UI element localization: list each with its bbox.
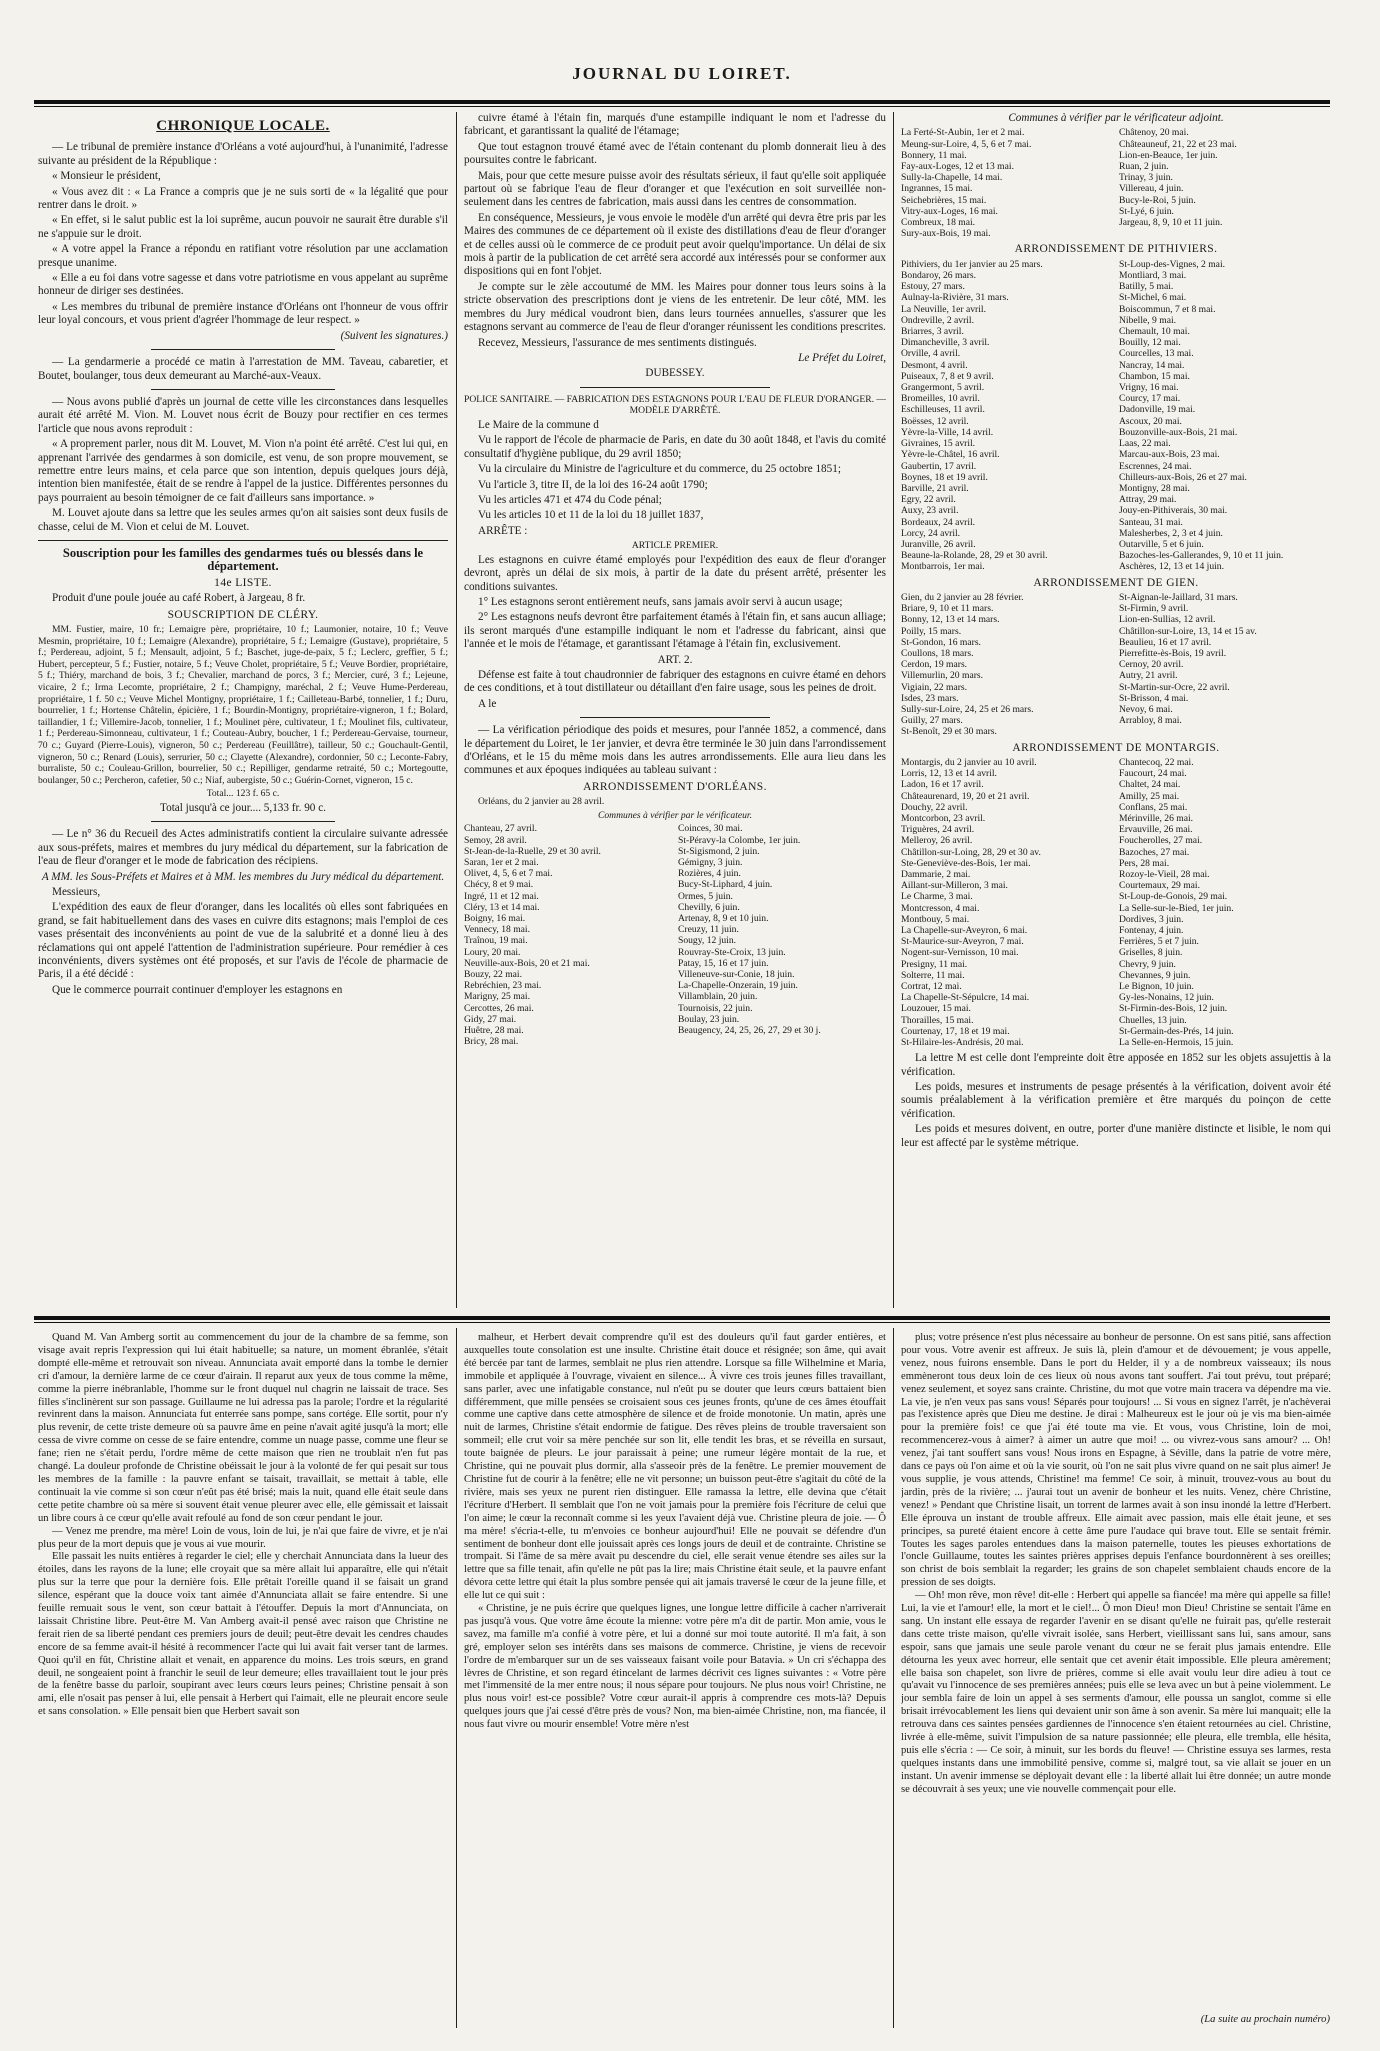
commune-entry: Le Charme, 3 mai. [901, 891, 973, 903]
arrete-label: ARRÊTE : [478, 524, 528, 537]
commune-entry: St-Michel, 6 mai. [1119, 292, 1187, 304]
commune-entry: Lion-en-Beauce, 1er juin. [1119, 149, 1218, 161]
commune-entry: Nancray, 14 mai. [1119, 359, 1185, 371]
commune-entry: Pers, 28 mai. [1119, 857, 1170, 869]
commune-entry: Bazoches, 27 mai. [1119, 846, 1190, 858]
paragraph: « Elle a eu foi dans votre sagesse et dans votre patriotisme en vous appelant au suprême honneur de diriger ses destinées. [38, 272, 448, 298]
commune-entry: Givraines, 15 avril. [901, 438, 976, 450]
commune-entry: Chaltet, 24 mai. [1119, 779, 1181, 791]
commune-entry: St-Lyé, 6 juin. [1119, 205, 1174, 217]
commune-entry: Aulnay-la-Rivière, 31 mars. [901, 292, 1009, 304]
commune-entry: Traînou, 19 mai. [464, 935, 528, 947]
commune-entry: Huêtre, 28 mai. [464, 1025, 524, 1037]
commune-entry: Escrennes, 24 mai. [1119, 460, 1192, 472]
commune-entry: Gien, du 2 janvier au 28 février. [901, 591, 1024, 603]
commune-entry: Seichebrières, 15 mai. [901, 194, 987, 206]
commune-entry: Patay, 15, 16 et 17 juin. [678, 957, 769, 969]
feuilleton-rule-thick [34, 1316, 1330, 1320]
commune-entry: Nogent-sur-Vernisson, 10 mai. [901, 947, 1019, 959]
commune-entry: Chilleurs-aux-Bois, 26 et 27 mai. [1119, 471, 1247, 483]
commune-entry: Montcorbon, 23 avril. [901, 813, 986, 824]
commune-entry: Saran, 1er et 2 mai. [464, 857, 539, 869]
paragraph: Recevez, Messieurs, l'assurance de mes sentiments distingués. [478, 336, 757, 349]
feuilleton-rule-thin [34, 1322, 1330, 1323]
commune-entry: Châtillon-sur-Loire, 13, 14 et 15 av. [1119, 625, 1257, 637]
separator [151, 821, 336, 822]
commune-entry: La Ferté-St-Aubin, 1er et 2 mai. [901, 127, 1025, 139]
commune-entry: Arrabloy, 8 mai. [1119, 715, 1182, 727]
commune-entry: Yèvre-la-Ville, 14 avril. [901, 426, 994, 438]
feuilleton-column-1 [38, 1332, 448, 2028]
commune-entry: Combreux, 18 mai. [901, 217, 976, 229]
paragraph: Le Maire de la commune d [478, 418, 599, 431]
subscription-heading: Souscription pour les familles des gendarmes tués ou blessés dans le département. [62, 545, 424, 574]
commune-entry: Chevilly, 6 juin. [678, 901, 740, 913]
paragraph: Vu la circulaire du Ministre de l'agriculture et du commerce, du 25 octobre 1851; [478, 463, 841, 476]
commune-entry: Guilly, 27 mars. [901, 715, 963, 727]
commune-entry: La Selle-en-Hermois, 15 juin. [1119, 1037, 1234, 1049]
commune-entry: Triguères, 24 avril. [901, 824, 975, 836]
commune-entry: Coullons, 18 mars. [901, 647, 974, 659]
commune-entry: Foucherolles, 27 mai. [1119, 835, 1203, 847]
commune-entry: Juranville, 26 avril. [901, 538, 976, 550]
commune-entry: Lion-en-Sullias, 12 avril. [1119, 614, 1216, 626]
commune-entry: Boulay, 23 juin. [678, 1013, 740, 1025]
paragraph: — Le tribunal de première instance d'Orléans a voté aujourd'hui, à l'unanimité, l'adresse suivante au président de la République : [38, 141, 448, 167]
commune-entry: Cernoy, 20 avril. [1119, 659, 1184, 671]
commune-entry: Egry, 22 avril. [901, 494, 956, 506]
commune-entry: St-Brisson, 4 mai. [1119, 692, 1189, 704]
paragraph: — La vérification périodique des poids et mesures, pour l'année 1852, a commencé, dans le département du Loiret, le 1er janvier, et devra être terminée le 30 juin dans l'arrondissement d'Orléans, et le 15 du même mois dans les autres arrondissements. Elle aura lieu dans les communes et aux époques indiquées au tableau suivant : [464, 724, 886, 777]
list-column-b [1119, 592, 1331, 738]
commune-entry: Ruan, 2 juin. [1119, 161, 1169, 173]
list-column-b [678, 823, 886, 1047]
orleans-line: Orléans, du 2 janvier au 28 avril. [478, 796, 605, 808]
commune-entry: La Chapelle-St-Sépulcre, 14 mai. [901, 992, 1030, 1004]
feuilleton-column-2 [464, 1332, 886, 2028]
commune-entry: Ferrières, 5 et 7 juin. [1119, 936, 1199, 948]
commune-entry: St-Firmin-des-Bois, 12 juin. [1119, 1003, 1228, 1015]
commune-entry: St-Loup-de-Gonois, 29 mai. [1119, 891, 1228, 903]
commune-entry: St-Jean-de-la-Ruelle, 29 et 30 avril. [464, 845, 601, 857]
commune-entry: Chemault, 10 mai. [1119, 326, 1190, 338]
paragraph: Messieurs, [52, 885, 101, 898]
commune-entry: Lorris, 12, 13 et 14 avril. [901, 768, 997, 780]
paragraph: M. Louvet ajoute dans sa lettre que les seules armes qu'on ait saisies sont deux fusils de chasse, celui de M. Vion et celui de M. Louvet. [38, 507, 448, 533]
commune-entry: Batilly, 5 mai. [1119, 281, 1174, 293]
commune-entry: St-Sigismond, 2 juin. [678, 845, 760, 857]
commune-entry: Artenay, 8, 9 et 10 juin. [678, 913, 769, 925]
commune-entry: Presigny, 11 mai. [901, 958, 968, 970]
column-divider-3 [456, 1328, 457, 2028]
commune-entry: Laas, 22 mai. [1119, 438, 1171, 450]
paragraph: Défense est faite à tout chaudronnier de fabriquer des estagnons en cuivre étamé en dehors de ces conditions, et à tout distillateur ou détaillant d'en faire usage, sous les peines de droit. [464, 669, 886, 695]
commune-entry: Fay-aux-Loges, 12 et 13 mai. [901, 161, 1014, 173]
commune-entry: St-Martin-sur-Ocre, 22 avril. [1119, 681, 1230, 693]
commune-entry: Villereau, 4 juin. [1119, 183, 1184, 195]
commune-entry: Nibelle, 9 mai. [1119, 314, 1177, 326]
commune-entry: Rebréchien, 23 mai. [464, 980, 542, 992]
article-heading: ART. 2. [657, 653, 693, 666]
paragraph: Produit d'une poule jouée au café Robert, à Jargeau, 8 fr. [52, 592, 306, 605]
commune-entry: Bondaroy, 26 mars. [901, 270, 977, 282]
commune-entry: Rouvray-Ste-Croix, 13 juin. [678, 946, 786, 958]
list-column-a [901, 259, 1113, 573]
commune-entry: Ormes, 5 juin. [678, 890, 733, 902]
commune-entry: St-Benoît, 29 et 30 mars. [901, 726, 997, 738]
commune-entry: Courcelles, 13 mai. [1119, 348, 1194, 360]
paragraph: cuivre étamé à l'étain fin, marqués d'une estampille indiquant le nom et l'adresse du fabricant, et garantissant la qualité de l'étamage; [464, 112, 886, 138]
commune-entry: Gy-les-Nonains, 12 juin. [1119, 992, 1214, 1004]
commune-entry: Courcy, 17 mai. [1119, 393, 1181, 405]
paragraph: Les poids, mesures et instruments de pesage présentés à la vérification, doivent avoir été soumis préalablement à la vérification première et être marqués du poinçon de cette vérification. [901, 1081, 1331, 1120]
commune-entry: Bonnery, 11 mai. [901, 149, 967, 161]
commune-entry: St-Aignan-le-Jaillard, 31 mars. [1119, 591, 1238, 603]
verifier-adjoint-heading: Communes à vérifier par le vérificateur adjoint. [1008, 112, 1224, 124]
commune-entry: Conflans, 25 mai. [1119, 801, 1188, 813]
commune-entry: Chevry, 9 juin. [1119, 958, 1176, 970]
commune-entry: Sully-sur-Loire, 24, 25 et 26 mars. [901, 703, 1034, 715]
commune-entry: Pithiviers, du 1er janvier au 25 mars. [901, 258, 1043, 270]
commune-entry: Bucy-le-Roi, 5 juin. [1119, 194, 1196, 206]
paragraph: — Oh! mon rêve, mon rêve! dit-elle : Herbert qui appelle sa fiancée! ma mère qui appelle sa fille! Lui, la vie et l'amour! elle, la mort et le ciel!... Ô mon Dieu! mon Dieu! Christine se sentait l'âme en sang. Un instant elle essaya de regarder l'avenir en se disant qu'elle ne fuirait pas, qu'elle resterait dans cette triste maison, qu'elle vivrait isolée, sans Herbert, vieillissant sans lui, sans amour, sans espoir, sans que jamais une seule parole venant du cœur ne se ferait plus jamais entendre. Elle détourna les yeux avec horreur, elle sentait que cet avenir était impossible. Elle pleura amèrement; elle baisa son chapelet, son livre de prières, comme si elle avait voulu leur dire adieu à tout ce qu'avait vu l'innocence de ses premières années; puis elle se leva avec un but à peine violemment. Le jour sembla faire de loin un appel à ses serments d'amour, elle poussa un sanglot, comme si elle brisait irrévocablement les liens qui devaient unir son âme à son avenir. Sa mère lui manquait; elle la retrouva dans ces saintes pensées gardiennes de l'innocence s'en étaient retournées au ciel. Christine, livrée à elle-même, suivit l'impulsion de sa nature passionnée; elle pleura, elle trembla, elle hésita, puis elle s'écria : — Ce soir, à minuit, sur les bords du fleuve! — Christine essuya ses larmes, resta quelques instants dans une immobilité pensive, comme si, malgré tout, sa vie allait se jouer en un instant. Un avenir immense se déployait devant elle : la liberté allait lui être donnée; un autre monde se découvrait à ses yeux; une vie nouvelle commençait pour elle. [901, 1590, 1331, 1795]
commune-entry: Solterre, 11 mai. [901, 969, 965, 981]
commune-entry: Trinay, 3 juin. [1119, 172, 1173, 184]
commune-entry: Ondreville, 2 avril. [901, 314, 974, 326]
commune-entry: Louzouer, 15 mai. [901, 1003, 971, 1015]
commune-entry: Bordeaux, 24 avril. [901, 516, 976, 528]
commune-entry: St-Péravy-la Colombe, 1er juin. [678, 834, 801, 846]
commune-entry: Châteaurenard, 19, 20 et 21 avril. [901, 790, 1030, 802]
prefect-title: Le Préfet du Loiret, [798, 351, 886, 364]
paragraph: Vu l'article 3, titre II, de la loi des 16-24 août 1790; [478, 478, 708, 491]
commune-entry: Coinces, 30 mai. [678, 823, 743, 835]
paragraph: Je compte sur le zèle accoutumé de MM. les Maires pour donner tous leurs soins à la stricte observation des prescriptions dont je viens de les entretenir. De leur côté, MM. les membres du Jury médical voudront bien, dans leurs tournées annuelles, s'assurer que les estagnons servant au commerce de l'eau de fleur d'oranger réunissent les conditions prescrites. [464, 280, 886, 334]
commune-entry: Rozières, 4 juin. [678, 868, 741, 880]
commune-entry: Ascoux, 20 mai. [1119, 415, 1182, 427]
commune-entry: Montargis, du 2 janvier au 10 avril. [901, 756, 1037, 768]
commune-entry: Aillant-sur-Milleron, 3 mai. [901, 880, 1008, 892]
separator [38, 540, 448, 541]
paragraph: plus; votre présence n'est plus nécessaire au bonheur de personne. On est sans pitié, sans affection pour vous. Votre avenir est affreux. Je suis là, plein d'amour et de dévouement; je vous appelle, venez, nous fuirons ensemble. Dans le port du Helder, il y a de nombreux vaisseaux; ils nous emmèneront tous deux loin de ces lieux où nous avons tant souffert. J'ai tout prévu, tout préparé; venez seulement, et soyez sans crainte. Christine, du mot que votre main tracera va dépendre ma vie. La vie, je n'en veux pas sans vous! Séparés pour toujours! ... Si vous en signez l'arrêt, je n'achèverai pas l'existence après que Dieu me destine. Je dirai : Malheureux est le jour où je vis ma bien-aimée pour la première fois! ce que j'ai été toute ma vie. Et vous, vous Christine, loin de moi, recommencerez-vous à aimer? à aimer un autre que moi! ... ou vivrez-vous sans amour? ... Oh! venez, j'ai tant souffert sans vous! Nous irons en Espagne, à Séville, dans la patrie de votre mère, dans ce pays où l'on aime et où la vie sourit, où l'on ne sait plus vivre quand on ne sait plus aimer! Je vous supplie, je vous attends, Christine! ma femme! Ce soir, à minuit, trouvez-vous au bout du jardin, près de la rivière; ... j'aurai tout un avenir de bonheur et les nuits. Venez, chère Christine, venez! » Pendant que Christine lisait, un torrent de larmes avait à son insu inondé la lettre d'Herbert. Elle éprouva un instant de trouble affreux. Elle aimait avec passion, mais elle était jeune, et ses principes, sa pureté étaient encore à cette âme pure l'audace qui brave tout. Elle se sentait frémir. Toutes les sages paroles entendues dans la maison paternelle, toutes les pieuses exhortations de l'oncle Guillaume, toutes les saintes prières apprises depuis l'enfance bourdonnèrent à ses oreilles; son christ de bois semblait la regarder; les grains de son chapelet semblaient chauds encore de la pression de ses doigts. [901, 1332, 1331, 1589]
commune-entry: St-Gondon, 16 mars. [901, 636, 981, 648]
column-3 [901, 112, 1331, 1308]
commune-entry: Chambon, 15 mai. [1119, 370, 1190, 382]
commune-entry: Amilly, 25 mai. [1119, 790, 1180, 802]
commune-entry: La-Chapelle-Onzerain, 19 juin. [678, 980, 798, 992]
commune-entry: Bouzy, 22 mai. [464, 969, 522, 981]
commune-entry: Vrigny, 16 mai. [1119, 382, 1179, 394]
commune-entry: Courtemaux, 29 mai. [1119, 880, 1200, 892]
commune-entry: La Chapelle-sur-Aveyron, 6 mai. [901, 925, 1028, 937]
paragraph: « Les membres du tribunal de première instance d'Orléans ont l'honneur de vous offrir leur loyal concours, et vous prient d'agréer l'hommage de leur respect. » [38, 300, 448, 327]
commune-entry: Cercottes, 26 mai. [464, 1002, 534, 1014]
commune-entry: Nevoy, 6 mai. [1119, 703, 1173, 715]
commune-entry: Auxy, 23 avril. [901, 505, 959, 517]
commune-entry: Dadonville, 19 mai. [1119, 404, 1196, 416]
column-divider-1 [456, 112, 457, 1308]
chronique-heading: CHRONIQUE LOCALE. [156, 118, 330, 134]
commune-entry: St-Hilaire-les-Andrésis, 20 mai. [901, 1037, 1024, 1049]
commune-entry: Villeneuve-sur-Conie, 18 juin. [678, 969, 795, 981]
verifier-heading: Communes à vérifier par le vérificateur. [597, 809, 752, 821]
arrondissement-heading: ARRONDISSEMENT D'ORLÉANS. [583, 780, 767, 793]
commune-entry: Montcresson, 4 mai. [901, 902, 980, 914]
commune-entry: Châtenoy, 20 mai. [1119, 127, 1189, 139]
paragraph: — Nous avons publié d'après un journal de cette ville les circonstances dans lesquelles aurait été arrêté M. Vion. M. Louvet nous écrit de Bouzy pour rectifier en ces termes l'article que nous avons reproduit : [38, 395, 448, 435]
commune-entry: Chevannes, 9 juin. [1119, 969, 1191, 981]
commune-entry: Loury, 20 mai. [464, 946, 521, 958]
paragraph: Elle passait les nuits entières à regarder le ciel; elle y cherchait Annunciata dans la lueur des étoiles, dans les rayons de la lune; elle croyait que sa mère allait lui apparaître, elle qui n'était plus sur la terre que pour la dernière fois. Elle prêtait l'oreille quand il se faisait un grand silence, espérant que la douce voix tant aimée d'Annunciata allait se faire entendre. Si une feuille remuait sous le vent, son cœur battait à l'étouffer. Depuis la mort d'Annunciata, on laissait Christine libre. Peut-être M. Van Amberg avait-il pensé avec raison que Christine ne ferait rien de sa liberté pendant ces premiers jours de deuil; peut-être devait les cendres chaudes encore de sa femme avait-il hésité à recommencer l'acte qui lui avait fait verser tant de larmes. Quoi qu'il en fût, Christine allait et venait, en apparence du moins. Les trois sœurs, en grand deuil, ne songeaient point à franchir le seuil de leur demeure; elles travaillaient tout le jour près de la fenêtre basse du parloir, soupirant avec leurs cœurs leurs peines; Christine pensait à son ami, elle n'osait pas penser à lui, elle pensait à Herbert qui l'aimait, elle ne pleurait encore seule et sans consolation. » Elle pensait bien que Herbert savait son [38, 1551, 448, 1718]
commune-entry: Briare, 9, 10 et 11 mars. [901, 603, 994, 615]
commune-entry: Montigny, 28 mai. [1119, 482, 1190, 494]
commune-list [901, 592, 1331, 738]
paragraph: La lettre M est celle dont l'empreinte doit être apposée en 1852 sur les objets assujettis à la vérification. [901, 1052, 1331, 1078]
commune-entry: Santeau, 31 mai. [1119, 516, 1183, 528]
total: Total jusqu'à ce jour.... 5,133 fr. 90 c. [160, 801, 326, 814]
paragraph: — La gendarmerie a procédé ce matin à l'arrestation de MM. Taveau, cabaretier, et Boutet, boulanger, tous deux demeurant au Marché-aux-Veaux. [38, 356, 448, 382]
commune-entry: Bucy-St-Liphard, 4 juin. [678, 879, 773, 891]
commune-entry: Thorailles, 15 mai. [901, 1014, 974, 1026]
commune-entry: St-Firmin, 9 avril. [1119, 603, 1189, 615]
commune-entry: Meung-sur-Loire, 4, 5, 6 et 7 mai. [901, 138, 1032, 150]
commune-entry: Briarres, 3 avril. [901, 326, 964, 338]
paragraph: Que tout estagnon trouvé étamé avec de l'étain contenant du plomb donnerait lieu à des poursuites contre le fabricant. [464, 140, 886, 167]
list-column-a [901, 127, 1113, 239]
commune-entry: Cléry, 13 et 14 mai. [464, 901, 540, 913]
commune-entry: Sougy, 12 juin. [678, 935, 737, 947]
commune-entry: Bouilly, 12 mai. [1119, 337, 1181, 349]
column-divider-2 [893, 112, 894, 1308]
commune-entry: Lorcy, 24 avril. [901, 527, 961, 539]
commune-entry: La Neuville, 1er avril. [901, 303, 986, 315]
commune-entry: Bromeilles, 10 avril. [901, 393, 980, 405]
commune-entry: Yèvre-le-Châtel, 16 avril. [901, 449, 1000, 461]
commune-entry: Boynes, 18 et 19 avril. [901, 471, 988, 483]
commune-entry: Outarville, 5 et 6 juin. [1119, 538, 1204, 550]
commune-entry: Marigny, 25 mai. [464, 991, 530, 1003]
commune-entry: Barville, 21 avril. [901, 482, 969, 494]
commune-entry: Faucourt, 24 mai. [1119, 768, 1187, 780]
list-column-b [1119, 757, 1331, 1048]
commune-entry: Pierrefitte-ès-Bois, 19 avril. [1119, 647, 1227, 659]
list-number: 14e LISTE. [214, 576, 272, 589]
commune-entry: Ladon, 16 et 17 avril. [901, 779, 984, 791]
prefect-name: DUBESSEY. [645, 367, 705, 380]
commune-entry: St-Germain-des-Prés, 14 juin. [1119, 1025, 1234, 1037]
list-column-b [1119, 127, 1331, 239]
commune-entry: Ingrannes, 15 mai. [901, 183, 973, 195]
commune-entry: Gaubertin, 17 avril. [901, 460, 977, 472]
commune-entry: Neuville-aux-Bois, 20 et 21 mai. [464, 957, 590, 969]
column-divider-4 [893, 1328, 894, 2028]
paragraph: Vu les articles 10 et 11 de la loi du 18 juillet 1837, [478, 509, 704, 522]
paragraph: « Vous avez dit : « La France a compris que je ne suis sorti de « la légalité que pour rentrer dans le droit. » [38, 185, 448, 212]
continuation-note: (La suite au prochain numéro) [1200, 2014, 1330, 2025]
commune-entry: Cerdon, 19 mars. [901, 659, 968, 671]
commune-entry: Châtillon-sur-Loing, 28, 29 et 30 av. [901, 846, 1041, 858]
commune-entry: Autry, 21 avril. [1119, 670, 1178, 682]
paragraph: L'expédition des eaux de fleur d'oranger, dans les localités où elles sont fabriquées en grand, se fait habituellement dans des vases en cuivre dits estagnons; mais l'emploi de ces vases présentait des inconvénients au point de vue de la salubrité et a donné lieu à des réclamations qui ont appelé l'attention de l'administration supérieure. Pour remédier à ces inconvénients, divers systèmes ont été proposés, et sur l'avis de l'école de pharmacie de Paris, il a été décidé : [38, 901, 448, 981]
commune-list [901, 757, 1331, 1048]
commune-entry: Le Bignon, 10 juin. [1119, 981, 1194, 993]
commune-entry: Montliard, 3 mai. [1119, 270, 1187, 282]
paragraph: « En effet, si le salut public est la loi suprême, aucun pouvoir ne saurait être durable s'il ne s'appuie sur le droit. [38, 214, 448, 240]
paragraph: 2° Les estagnons neufs devront être parfaitement étamés à l'étain fin, et sans aucun alliage; ils seront marqués d'une estampille indiquant le nom et l'adresse du fabricant, ainsi que l'année et le mois de l'étamage, et garantissant l'étamage à l'étain fin, exclusivement. [464, 611, 886, 651]
commune-entry: Malesherbes, 2, 3 et 4 juin. [1119, 527, 1223, 539]
list-column-b [1119, 259, 1331, 573]
header-rule-thick [34, 100, 1330, 104]
paragraph: Vu le rapport de l'école de pharmacie de Paris, en date du 30 août 1848, et l'avis du comité consultatif d'hygiène publique, du 29 avril 1850; [464, 434, 886, 460]
commune-entry: Bouzonville-aux-Bois, 21 mai. [1119, 426, 1238, 438]
paragraph: Les estagnons en cuivre étamé employés pour l'expédition des eaux de fleur d'oranger devront, après un délai de six mois, à partir de la date du présent arrêté, présenter les conditions suivantes. [464, 553, 886, 593]
page-masthead: JOURNAL DU LOIRET. [572, 64, 792, 83]
separator [151, 389, 336, 390]
commune-entry: Jouy-en-Pithiverais, 30 mai. [1119, 505, 1228, 517]
paragraph: Que le commerce pourrait continuer d'employer les estagnons en [52, 983, 343, 996]
article-heading: ARTICLE PREMIER. [631, 540, 719, 552]
commune-entry: Olivet, 4, 5, 6 et 7 mai. [464, 868, 553, 880]
commune-entry: Montbarrois, 1er mai. [901, 561, 985, 573]
commune-entry: Marcau-aux-Bois, 23 mai. [1119, 449, 1220, 461]
feuilleton-column-3 [901, 1332, 1331, 2012]
column-2 [464, 112, 886, 1308]
commune-entry: Beaulieu, 16 et 17 avril. [1119, 636, 1212, 648]
paragraph: « A votre appel la France a répondu en ratifiant votre résolution par une acclamation presque unanime. [38, 243, 448, 269]
clery-heading: SOUSCRIPTION DE CLÉRY. [167, 608, 319, 621]
commune-entry: St-Loup-des-Vignes, 2 mai. [1119, 258, 1226, 270]
commune-list [901, 259, 1331, 573]
commune-entry: Bonny, 12, 13 et 14 mars. [901, 614, 1000, 626]
commune-entry: Grangermont, 5 avril. [901, 382, 985, 394]
commune-entry: Ervauville, 26 mai. [1119, 824, 1193, 836]
commune-entry: Boiscommun, 7 et 8 mai. [1119, 303, 1216, 315]
donor-list: MM. Fustier, maire, 10 fr.; Lemaigre père, propriétaire, 10 f.; Laumonier, notaire, 10 f.; Veuve Mesmin, propriétaire, 10 f.; Lemaigre (Alexandre), propriétaire, 5 f.; Lemaigre (Gustave), propriétaire, 5 f.; Perdereau, adjoint, 5 f.; Mensault, adjoint, 5 f.; Baschet, juge-de-paix, 5 f.; Leclerc, greffier, 5 f.; Hubert, percepteur, 5 f.; Fustier, notaire, 5 f.; Veuve Cholet, propriétaire, 5 f.; Veuve Bordier, propriétaire, 5 f.; Thiéry, marchand de bois, 3 f.; Chevalier, marchand de porcs, 3 f.; Mercier, curé, 3 f.; Lejeune, vicaire, 2 f.; Irma Lecomte, propriétaire, 2 f.; Champigny, maréchal, 2 f.; Veuve Hume-Perdereau, propriétaire, 1 f. 50 c.; Veuve Michel Montigny, propriétaire, 1 f.; Cailleteau-Barbé, tonnelier, 1 f.; Duru, bourrelier, 1 f.; Hortense Châtelin, épicière, 1 f.; Bourdin-Montigny, propriétaire-vigneron, 1 f.; Bolard, taillandier, 1 f.; Villemire-Jacob, tonnelier, 1 f.; Moulinet père, cultivateur, 1 f.; Moulinet fils, cultivateur, 1 f.; Perdereau-Simonneau, cultivateur, 1 f.; Couteau-Aubry, boucher, 1 f.; Perdereau-Gervaise, tourneur, 70 c.; Guyard (Pierre-Louis), vigneron, 50 c.; Perdereau (Feuillâtre), tailleur, 50 c.; Gouchault-Gentil, vigneron, 50 c.; Renard (Louis), serrurier, 50 c.; Clayette (Alexandre), cordonnier, 50 c.; Leconte-Fabry, burraliste, 50 c.; Couleau-Grillon, bourrelier, 50 c.; Repilliger, gendarme retraité, 50 c.; Mortegoutte, boulanger, 50 c.; Percheron, cafetier, 50 c.; Niaf, aubergiste, 50 c.; Guérin-Cornet, vigneron, 15 c. [38, 624, 448, 786]
commune-entry: Attray, 29 mai. [1119, 494, 1177, 506]
commune-entry: Sury-aux-Bois, 19 mai. [901, 228, 991, 240]
commune-entry: Bazoches-les-Gallerandes, 9, 10 et 11 juin. [1119, 550, 1284, 562]
police-heading: POLICE SANITAIRE. — FABRICATION DES ESTAGNONS POUR L'EAU DE FLEUR D'ORANGER. — MODÈLE D'ARRÊTÉ. [464, 393, 886, 417]
paragraph: A le [478, 697, 497, 710]
commune-entry: Boigny, 16 mai. [464, 913, 526, 925]
commune-entry: Dimancheville, 3 avril. [901, 337, 990, 349]
commune-entry: Jargeau, 8, 9, 10 et 11 juin. [1119, 217, 1223, 229]
arrondissement-heading: ARRONDISSEMENT DE PITHIVIERS. [1014, 243, 1218, 256]
commune-entry: Fontenay, 4 juin. [1119, 925, 1184, 937]
commune-list [464, 823, 886, 1047]
commune-entry: Chantecoq, 22 mai. [1119, 756, 1194, 768]
commune-entry: Villamblain, 20 juin. [678, 991, 758, 1003]
commune-entry: Melleroy, 26 avril. [901, 835, 973, 847]
commune-entry: Creuzy, 11 juin. [678, 924, 739, 936]
commune-entry: Chanteau, 27 avril. [464, 823, 537, 835]
list-column-a [901, 757, 1113, 1048]
commune-entry: Aschères, 12, 13 et 14 juin. [1119, 561, 1224, 573]
commune-entry: Dordives, 3 juin. [1119, 913, 1184, 925]
arrondissement-heading: ARRONDISSEMENT DE GIEN. [1033, 576, 1199, 589]
commune-entry: Estouy, 27 mars. [901, 281, 965, 293]
commune-entry: Beaune-la-Rolande, 28, 29 et 30 avril. [901, 550, 1048, 562]
commune-entry: Châteauneuf, 21, 22 et 23 mai. [1119, 138, 1237, 150]
commune-entry: Ste-Geneviève-des-Bois, 1er mai. [901, 857, 1031, 869]
commune-entry: Desmont, 4 avril. [901, 359, 968, 371]
separator [151, 349, 336, 350]
paragraph: — Le n° 36 du Recueil des Actes administratifs contient la circulaire suivante adressée aux sous-préfets, maires et membres du jury médical du département, sur la fabrication de l'eau de fleur d'oranger et le mode de fabrication des récipiens. [38, 828, 448, 868]
commune-entry: Montbouy, 5 mai. [901, 913, 970, 925]
address-line: A MM. les Sous-Préfets et Maires et à MM. les membres du Jury médical du département. [41, 870, 445, 883]
commune-entry: Rozoy-le-Vieil, 28 mai. [1119, 869, 1210, 881]
commune-entry: Villemurlin, 20 mars. [901, 670, 984, 682]
commune-entry: St-Maurice-sur-Aveyron, 7 mai. [901, 936, 1024, 948]
commune-entry: Sully-la-Chapelle, 14 mai. [901, 172, 1003, 184]
commune-entry: Gidy, 27 mai. [464, 1013, 517, 1025]
paragraph: malheur, et Herbert devait comprendre qu'il est des douleurs qu'il faut garder entières, et auxquelles toute consolation est une insulte. Christine était douce et résignée; son âme, qui avait été bercée par tant de larmes, semblait ne plus rien attendre. Lorsque sa fille Wilhelmine et Maria, immobile et appliquée à l'ouvrage, vivaient en silence... À vivre ces trois jeunes filles travaillant, sans parler, avec une infatigable constance, nul n'eût pu se douter que leurs cœurs battaient bien différemment, que mille pensées se croisaient sous ces jeunes fronts, qu'une de ces âmes étouffait comme une captive dans cette atmosphère de silence et de froide monotonie. Un matin, après une nuit de larmes, Christine s'était endormie de fatigue. Des rêves pleins de trouble traversaient son sommeil; elle crut voir sa mère penchée sur son lit, elle tendit les bras, et se réveilla en sursaut, toute baignée de pleurs. Le jour paraissait à peine; une rumeur légère montait de la rue, et Christine, qui ne pouvait plus dormir, alla s'asseoir près de la fenêtre. Le premier mouvement de Christine fut de courir à la fenêtre; elle ne vit personne; un buisson peut-être s'agitait du côté de la rivière, mais ses yeux ne purent rien distinguer. Elle ramassa la lettre, elle devina que c'était l'écriture d'Herbert. Il semblait que l'on ne voit jamais pour la première fois l'écriture de celui que l'on aime; le cœur la reconnaît comme si les yeux l'avaient déjà vue. Christine pleura de joie. — Ô ma mère! s'écria-t-elle, tu m'envoies ce bonheur aujourd'hui! Elle ne pouvait se défendre d'un sentiment de bonheur dont elle jouissait après ces longs jours de deuil et de contrainte. Christine se trompait. Si l'âme de sa mère avait pu descendre du ciel, elle serait venue étendre ses ailes sur la lettre que sa fille tenait, afin qu'elle ne pût pas la lire; mais Christine était seule, et la pauvre enfant dévora cette lettre qui était la plus sombre pensée qui ait jamais traversé le cœur de la jeune fille, et elle lut ce qui suit : [464, 1332, 886, 1602]
paragraph: — Venez me prendre, ma mère! Loin de vous, loin de lui, je n'ai que faire de vivre, et je n'ai plus peur de la mort depuis que je vous ai vue mourir. [38, 1525, 448, 1550]
header-rule-thin [34, 106, 1330, 107]
commune-entry: Ingré, 11 et 12 mai. [464, 890, 539, 902]
paragraph: « Christine, je ne puis écrire que quelques lignes, une longue lettre difficile à cacher n'arriverait pas jusqu'à vous. Que votre âme écoute la mienne: votre père m'a dit de partir. Mon amie, vous le savez, ma famille m'a confié à votre père, et lui a donné sur moi toute autorité. Il m'a fait, à son gré, employer selon ses intérêts dans ses maisons de commerce. Christine, je viens de recevoir l'ordre de m'embarquer sur un de ses vaisseaux faisant voile pour Batavia. » Un cri s'échappa des lèvres de Christine, et son regard étincelant de larmes décrivit ces lignes suivantes : « Votre père met l'immensité de la mer entre nous; il nous sépare pour toujours. Ne plus nous voir! Christine, ne plus nous voir! est-ce possible? Votre cœur aurait-il appris à comprendre ces mots-là? Depuis quelques jours que j'ai cessé d'être près de vous? Non, ma bien-aimée Christine, non, ma fiancée, il nous faut vivre ou mourir ensemble! Votre mère n'est [464, 1603, 886, 1731]
list-column-a [464, 823, 672, 1047]
paragraph: Quand M. Van Amberg sortit au commencement du jour de la chambre de sa femme, son visage avait repris l'expression qui lui était habituelle; sa nature, un moment ébranlée, s'était dompté elle-même et retrouvait son niveau. Annunciata avait emporté dans la tombe le dernier cri d'amour, la dernière larme de ce cœur d'airain. Il reparut aux yeux de tous comme la même, comme la pierre inébranlable, l'homme sur le front duquel nul chagrin ne laissait de trace. Ses filles s'inclinèrent sur son passage. Guillaume ne lui adressa pas la parole; l'ordre et la régularité revinrent dans la maison. Annunciata fut enterrée sans pompe, sans cortége. Elle sortit, pour n'y plus revenir, de cette triste demeure où sa pauvre âme en peine n'avait agité jusqu'à la mort; elle cessa de vivre comme on cesse de se faire entendre, comme un nuage passe, comme une fleur se fane; rien ne s'était perdu, l'ordre même de cette maison que rien ne troublait n'en fut pas changé. La douleur profonde de Christine obéissait le jour à la volonté de fer qui pesait sur tous les membres de la famille : la pauvre enfant se taisait, travaillait, se mettait à table, elle continuait la vie comme si son cœur n'eût pas été brisé; mais la nuit, quand elle était seule dans cette petite chambre où sa mère si souvent était venue pleurer avec elle, elle gémissait et laissait un libre cours à ce cœur qu'elle avait refoulé au fond de son cœur pendant le jour. [38, 1332, 448, 1524]
paragraph: En conséquence, Messieurs, je vous envoie le modèle d'un arrêté qui devra être pris par les Maires des communes de ce département où il existe des distillations d'eau de fleur d'oranger et de celles aussi où le commerce de ce produit peut avoir quelqu'importance. Un délai de six mois à partir de la publication de cet arrêté sera accordé aux intéressés pour se conformer aux dispositions qui en font l'objet. [464, 211, 886, 278]
commune-entry: Semoy, 28 avril. [464, 834, 527, 846]
paragraph: Les poids et mesures doivent, en outre, porter d'une manière distincte et lisible, le nom qui leur est affecté par le système métrique. [901, 1123, 1331, 1149]
commune-entry: Griselles, 8 juin. [1119, 947, 1183, 959]
subtotal: Total... 123 f. 65 c. [206, 788, 280, 800]
commune-entry: Mérinville, 26 mai. [1119, 813, 1194, 824]
commune-entry: Isdes, 23 mars. [901, 692, 959, 704]
commune-entry: Gémigny, 3 juin. [678, 857, 743, 869]
commune-entry: Vitry-aux-Loges, 16 mai. [901, 205, 998, 217]
separator [580, 387, 770, 388]
commune-entry: Vennecy, 18 mai. [464, 924, 530, 936]
column-1 [38, 112, 448, 1308]
commune-entry: La Selle-sur-le-Bied, 1er juin. [1119, 902, 1234, 914]
commune-entry: Orville, 4 avril. [901, 348, 961, 360]
paragraph: « A proprement parler, nous dit M. Louvet, M. Vion n'a point été arrêté. C'est lui qui, en apprenant l'arrivée des gendarmes à son domicile, est venu, de son propre mouvement, se remettre entre leurs mains, et cela parce que son intention, depuis quelques jours déjà, intention bien manifestée, était de se rendre à l'appel de la justice. Différentes personnes du pays pourraient au besoin témoigner de ce fait d'ailleurs sans importance. » [38, 438, 448, 504]
commune-entry: Cortrat, 12 mai. [901, 981, 962, 993]
list-column-a [901, 592, 1113, 738]
paragraph: 1° Les estagnons seront entièrement neufs, sans jamais avoir servi à aucun usage; [478, 595, 843, 608]
paragraph: Mais, pour que cette mesure puisse avoir des résultats sérieux, il faut qu'elle soit appliquée partout où se fabrique l'eau de fleur d'oranger et que l'exécution en soit surveillée non-seulement dans les centres de fabrication, mais aussi dans les centres de consommation. [464, 169, 886, 209]
commune-list [901, 127, 1331, 239]
commune-entry: Puiseaux, 7, 8 et 9 avril. [901, 370, 994, 382]
commune-entry: Beaugency, 24, 25, 26, 27, 29 et 30 j. [678, 1025, 821, 1037]
arrondissement-heading: ARRONDISSEMENT DE MONTARGIS. [1012, 741, 1220, 754]
commune-entry: Chuelles, 13 juin. [1119, 1014, 1187, 1026]
commune-entry: Bricy, 28 mai. [464, 1036, 519, 1048]
commune-entry: Eschilleuses, 11 avril. [901, 404, 985, 416]
commune-entry: Courtenay, 17, 18 et 19 mai. [901, 1025, 1010, 1037]
commune-entry: Tournoisis, 22 juin. [678, 1002, 753, 1014]
commune-entry: Boësses, 12 avril. [901, 415, 969, 427]
commune-entry: Poilly, 15 mars. [901, 625, 962, 637]
paragraph: Vu les articles 471 et 474 du Code pénal; [478, 493, 662, 506]
signature-note: (Suivent les signatures.) [340, 329, 448, 342]
commune-entry: Vigiain, 22 mars. [901, 681, 968, 693]
commune-entry: Douchy, 22 avril. [901, 801, 968, 813]
separator [580, 717, 770, 718]
paragraph: « Monsieur le président, [52, 170, 161, 183]
commune-entry: Chécy, 8 et 9 mai. [464, 879, 534, 891]
commune-entry: Dammarie, 2 mai. [901, 869, 971, 881]
